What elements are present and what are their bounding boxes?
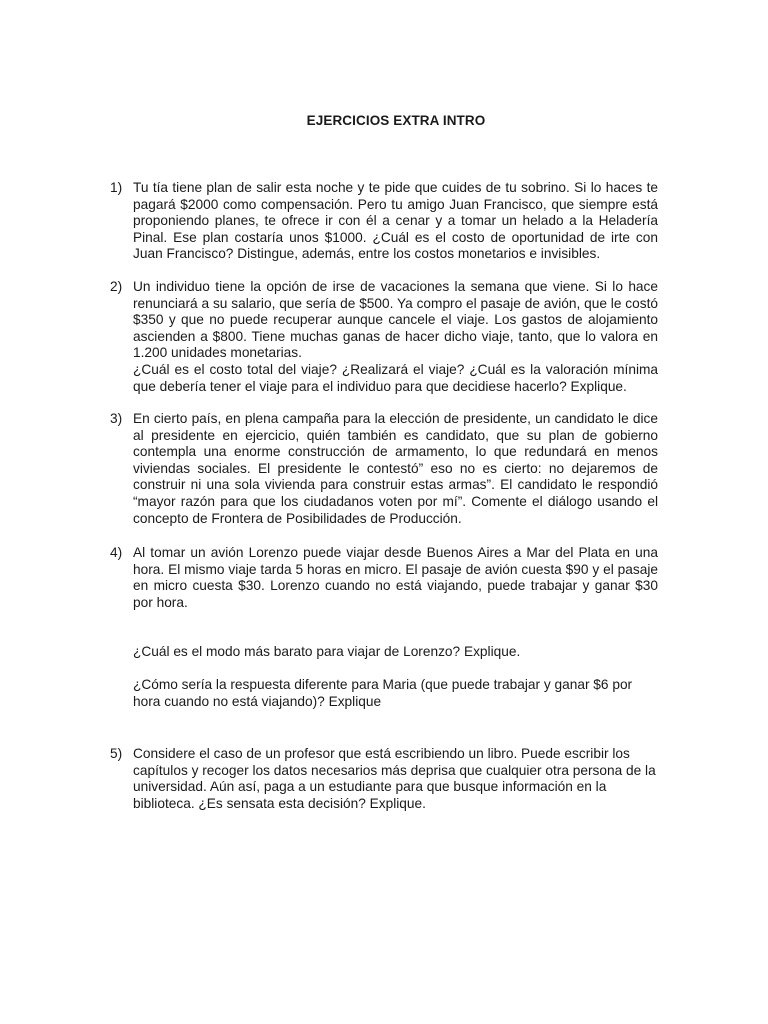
- exercise-text: Un individuo tiene la opción de irse de vacaciones la semana que viene. Si lo hace renunciará a su salario, que sería de $500. Ya compro el pasaje de avión, que le costó $350 y que no puede recuperar aunque cancele el viaje. Los gastos de alojamiento ascienden a $800. Tiene muchas ganas de hacer dicho viaje, tanto, que lo valora en 1.200 unidades monetarias.: [133, 279, 658, 361]
- exercise-3: [110, 411, 658, 527]
- exercise-1: [110, 180, 658, 263]
- document-title: EJERCICIOS EXTRA INTRO: [306, 113, 486, 128]
- exercise-text: Tu tía tiene plan de salir esta noche y te pide que cuides de tu sobrino. Si lo haces te pagará $2000 como compensación. Pero tu amigo Juan Francisco, que siempre está proponiendo planes, te ofrece ir con él a cenar y a tomar un helado a la Heladería Pinal. Ese plan costaría unos $1000. ¿Cuál es el costo de oportunidad de irte con Juan Francisco? Distingue, además, entre los costos monetarios e invisibles.: [133, 180, 658, 262]
- exercise-2: [110, 279, 658, 395]
- exercise-question: ¿Cómo sería la respuesta diferente para Maria (que puede trabajar y ganar $6 por hora cuando no está viajando)? Explique: [133, 676, 633, 709]
- exercise-text: Al tomar un avión Lorenzo puede viajar desde Buenos Aires a Mar del Plata en una hora. El mismo viaje tarda 5 horas en micro. El pasaje de avión cuesta $90 y el pasaje en micro cuesta $30. Lorenzo cuando no está viajando, puede trabajar y ganar $30 por hora.: [133, 545, 658, 610]
- exercise-question: ¿Cuál es el costo total del viaje? ¿Realizará el viaje? ¿Cuál es la valoración mínima que debería tener el viaje para el individuo para que decidiese hacerlo? Explique.: [133, 361, 658, 394]
- exercise-number: 4): [110, 545, 123, 560]
- exercise-number: 3): [110, 411, 123, 426]
- exercise-number: 1): [110, 180, 123, 195]
- exercise-text: Considere el caso de un profesor que está escribiendo un libro. Puede escribir los capítulos y recoger los datos necesarios más deprisa que cualquier otra persona de la universidad. Aún así, paga a un estudiante para que busque información en la biblioteca. ¿Es sensata esta decisión? Explique.: [133, 746, 656, 811]
- exercise-number: 2): [110, 279, 123, 294]
- exercise-number: 5): [110, 746, 123, 761]
- exercise-question: ¿Cuál es el modo más barato para viajar de Lorenzo? Explique.: [133, 644, 521, 660]
- exercise-5: [110, 746, 658, 812]
- exercise-4: [110, 545, 658, 710]
- exercise-text: En cierto país, en plena campaña para la elección de presidente, un candidato le dice al presidente en ejercicio, quién también es candidato, que su plan de gobierno contempla una enorme construcción de armamento, lo que redundará en menos viviendas sociales. El presidente le contestó” eso no es cierto: no dejaremos de construir ni una sola vivienda para construir estas armas”. El candidato le respondió “mayor razón para que los ciudadanos voten por mí”. Comente el diálogo usando el concepto de Frontera de Posibilidades de Producción.: [133, 411, 658, 526]
